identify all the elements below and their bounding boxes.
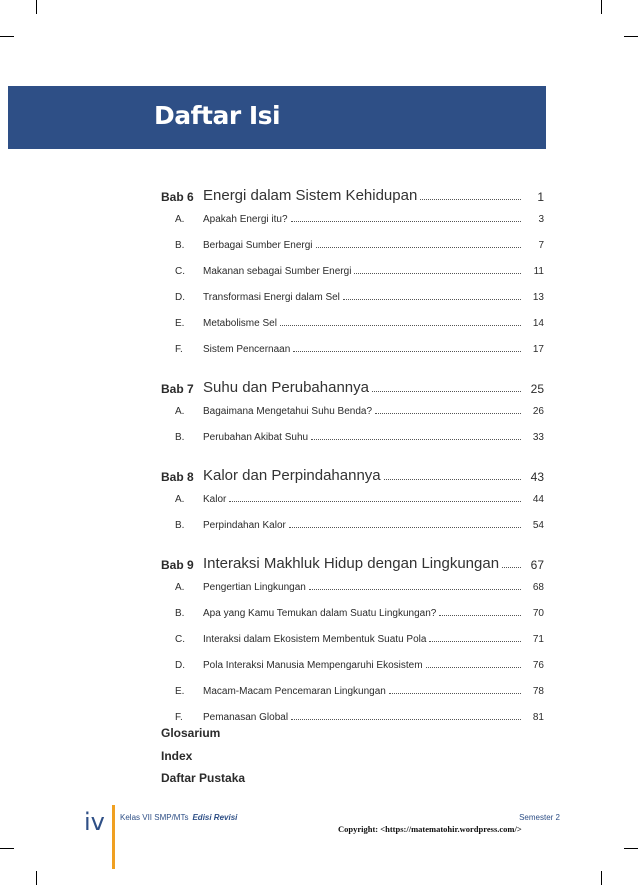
toc-section-row[interactable]: [161, 680, 544, 706]
section-page: 14: [532, 318, 544, 329]
section-title-wrap: [203, 266, 524, 277]
chapter-title: Suhu dan Perubahannya: [203, 379, 369, 396]
toc-section-row[interactable]: [161, 514, 544, 540]
section-title: Pengertian Lingkungan: [203, 582, 306, 593]
toc-gap: [161, 452, 544, 462]
section-title: Sistem Pencernaan: [203, 344, 291, 355]
section-title: Transformasi Energi dalam Sel: [203, 292, 340, 303]
chapter-page: 1: [537, 190, 544, 204]
chapter-page: 67: [530, 558, 544, 572]
section-letter: F.: [175, 712, 183, 723]
section-letter: C.: [175, 634, 185, 645]
leader-dots: [502, 567, 521, 568]
section-title-wrap: [203, 582, 524, 593]
crop-mark: [601, 0, 602, 14]
section-title: Kalor: [203, 494, 227, 505]
section-title: Berbagai Sumber Energi: [203, 240, 313, 251]
toc-section-row[interactable]: [161, 654, 544, 680]
toc-section-row[interactable]: [161, 400, 544, 426]
section-title-wrap: [203, 608, 524, 619]
leader-dots: [311, 439, 521, 440]
toc-chapter-row[interactable]: [161, 550, 544, 576]
leader-dots: [289, 527, 521, 528]
section-title: Perpindahan Kalor: [203, 520, 286, 531]
toc-chapter-row[interactable]: [161, 182, 544, 208]
section-page: 78: [532, 686, 544, 697]
leader-dots: [375, 413, 521, 414]
section-page: 3: [538, 214, 544, 225]
section-letter: B.: [175, 240, 185, 251]
section-title: Apakah Energi itu?: [203, 214, 288, 225]
crop-mark: [624, 848, 638, 849]
toc-section-row[interactable]: [161, 234, 544, 260]
toc-gap: [161, 364, 544, 374]
section-page: 54: [532, 520, 544, 531]
leader-dots: [343, 299, 521, 300]
section-title-wrap: [203, 344, 524, 355]
section-page: 68: [532, 582, 544, 593]
toc-extra-index[interactable]: Index: [161, 749, 193, 763]
section-title: Pemanasan Global: [203, 712, 289, 723]
section-title-wrap: [203, 318, 524, 329]
section-title: Bagaimana Mengetahui Suhu Benda?: [203, 406, 373, 417]
section-letter: A.: [175, 494, 185, 505]
section-title-wrap: [203, 292, 524, 303]
section-title: Perubahan Akibat Suhu: [203, 432, 309, 443]
leader-dots: [372, 391, 521, 392]
section-title: Metabolisme Sel: [203, 318, 277, 329]
footer-edition: Edisi Revisi: [192, 813, 238, 822]
chapter-number: Bab 9: [161, 558, 194, 572]
toc-section-row[interactable]: [161, 602, 544, 628]
section-title-wrap: [203, 660, 524, 671]
toc-extra-daftar-pustaka[interactable]: Daftar Pustaka: [161, 771, 246, 785]
chapter-title-wrap: [203, 379, 524, 396]
section-title-wrap: [203, 214, 524, 225]
footer-accent-bar: [112, 805, 115, 869]
leader-dots: [439, 615, 521, 616]
chapter-title: Interaksi Makhluk Hidup dengan Lingkungan: [203, 555, 500, 572]
toc-section-row[interactable]: [161, 312, 544, 338]
toc-extra-glosarium[interactable]: Glosarium: [161, 726, 221, 740]
section-title-wrap: [203, 240, 524, 251]
footer-semester: Semester 2: [519, 813, 560, 822]
chapter-number: Bab 6: [161, 190, 194, 204]
section-letter: D.: [175, 292, 185, 303]
crop-mark: [36, 871, 37, 885]
toc-chapter-row[interactable]: [161, 462, 544, 488]
section-title: Makanan sebagai Sumber Energi: [203, 266, 352, 277]
leader-dots: [426, 667, 521, 668]
toc-section-row[interactable]: [161, 628, 544, 654]
section-page: 11: [533, 266, 544, 277]
leader-dots: [354, 273, 521, 274]
copyright-notice: Copyright: <https://matematohir.wordpress.com/>: [338, 824, 522, 834]
section-title-wrap: [203, 712, 524, 723]
crop-mark: [36, 0, 37, 14]
leader-dots: [291, 221, 521, 222]
toc-section-row[interactable]: [161, 426, 544, 452]
section-letter: E.: [175, 686, 185, 697]
section-title-wrap: [203, 634, 524, 645]
footer-book-info: [120, 813, 237, 822]
section-page: 26: [532, 406, 544, 417]
toc-section-row[interactable]: [161, 488, 544, 514]
leader-dots: [280, 325, 521, 326]
page-number: iv: [84, 808, 105, 836]
chapter-title-wrap: [203, 187, 524, 204]
leader-dots: [429, 641, 521, 642]
leader-dots: [384, 479, 521, 480]
leader-dots: [293, 351, 521, 352]
chapter-number: Bab 7: [161, 382, 194, 396]
section-letter: C.: [175, 266, 185, 277]
leader-dots: [229, 501, 521, 502]
section-title: Pola Interaksi Manusia Mempengaruhi Ekosistem: [203, 660, 423, 671]
section-page: 71: [532, 634, 544, 645]
leader-dots: [389, 693, 521, 694]
section-title-wrap: [203, 686, 524, 697]
crop-mark: [0, 848, 14, 849]
footer-book: Kelas VII SMP/MTs: [120, 813, 189, 822]
toc-section-row[interactable]: [161, 338, 544, 364]
section-title: Macam-Macam Pencemaran Lingkungan: [203, 686, 386, 697]
section-page: 70: [532, 608, 544, 619]
leader-dots: [309, 589, 521, 590]
crop-mark: [624, 36, 638, 37]
toc-section-row[interactable]: [161, 260, 544, 286]
section-title: Interaksi dalam Ekosistem Membentuk Suatu Pola: [203, 634, 427, 645]
section-page: 17: [532, 344, 544, 355]
section-title-wrap: [203, 494, 524, 505]
chapter-title: Kalor dan Perpindahannya: [203, 467, 381, 484]
chapter-title: Energi dalam Sistem Kehidupan: [203, 187, 418, 204]
leader-dots: [291, 719, 521, 720]
table-of-contents: [161, 182, 544, 732]
section-letter: E.: [175, 318, 185, 329]
section-page: 7: [538, 240, 544, 251]
section-letter: D.: [175, 660, 185, 671]
section-page: 76: [532, 660, 544, 671]
section-title-wrap: [203, 406, 524, 417]
leader-dots: [316, 247, 521, 248]
toc-chapter-row[interactable]: [161, 374, 544, 400]
chapter-title-wrap: [203, 555, 524, 572]
toc-gap: [161, 540, 544, 550]
toc-section-row[interactable]: [161, 208, 544, 234]
page-title: Daftar Isi: [154, 101, 281, 130]
heading-banner: [8, 86, 546, 149]
section-letter: B.: [175, 432, 185, 443]
section-page: 81: [532, 712, 544, 723]
section-title-wrap: [203, 520, 524, 531]
section-letter: B.: [175, 608, 185, 619]
section-letter: A.: [175, 214, 185, 225]
chapter-title-wrap: [203, 467, 524, 484]
section-letter: B.: [175, 520, 185, 531]
toc-section-row[interactable]: [161, 286, 544, 312]
section-title-wrap: [203, 432, 524, 443]
section-letter: A.: [175, 406, 185, 417]
crop-mark: [601, 871, 602, 885]
chapter-page: 25: [530, 382, 544, 396]
chapter-page: 43: [530, 470, 544, 484]
section-page: 44: [532, 494, 544, 505]
toc-section-row[interactable]: [161, 576, 544, 602]
chapter-number: Bab 8: [161, 470, 194, 484]
section-page: 13: [532, 292, 544, 303]
section-letter: A.: [175, 582, 185, 593]
section-page: 33: [532, 432, 544, 443]
leader-dots: [420, 199, 521, 200]
crop-mark: [0, 36, 14, 37]
section-letter: F.: [175, 344, 183, 355]
section-title: Apa yang Kamu Temukan dalam Suatu Lingkungan?: [203, 608, 437, 619]
